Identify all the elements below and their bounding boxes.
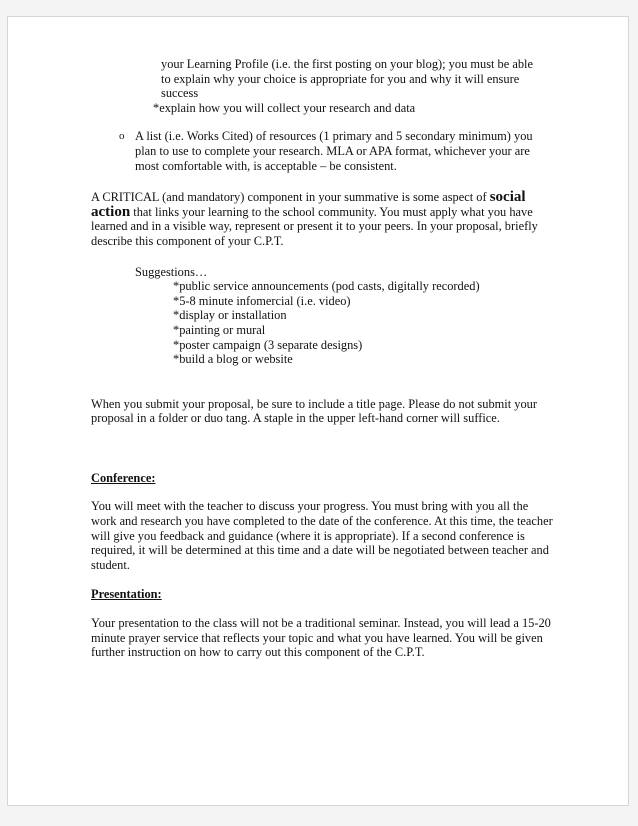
social-action-emphasis: social action [91, 189, 526, 220]
bullet-circle-icon: o [119, 130, 125, 143]
suggestion-item: *build a blog or website [173, 352, 293, 367]
conference-heading: Conference: [91, 470, 156, 485]
presentation-paragraph: Your presentation to the class will not be a traditional seminar. Instead, you will lead a 15-20 minute prayer service that reflects your topic and what you have learned. You will be given further instruction on how to carry out this component of the C.P.T. [91, 616, 551, 660]
works-cited-text: A list (i.e. Works Cited) of resources (1 primary and 5 secondary minimum) you plan to use to complete your research. MLA or APA format, whichever your are most comfortable with, is acceptable – be consistent. [135, 129, 533, 173]
continuation-line: your Learning Profile (i.e. the first posting on your blog); you must be able [161, 57, 533, 71]
conference-paragraph: You will meet with the teacher to discuss your progress. You must bring with you all the work and research you have completed to the date of the conference. At this time, the teacher will give you feedback and guidance (where it is appropriate). If a second conference is required, it will be determined at this time and a date will be negotiated between teacher and student. [91, 499, 553, 572]
critical-text-start: A CRITICAL (and mandatory) component in your summative is some aspect of [91, 190, 490, 205]
document-page [7, 16, 629, 806]
suggestions-label: Suggestions… [135, 264, 208, 279]
suggestion-item: *5-8 minute infomercial (i.e. video) [173, 293, 351, 308]
learning-profile-continuation [91, 57, 553, 101]
explain-research-line: *explain how you will collect your research and data [153, 100, 416, 115]
continuation-line: success [161, 86, 199, 101]
critical-component-paragraph [91, 190, 553, 248]
suggestion-item: *poster campaign (3 separate designs) [173, 337, 363, 352]
continuation-line: to explain why your choice is appropriate for you and why it will ensure [161, 71, 520, 86]
submission-paragraph: When you submit your proposal, be sure to include a title page. Please do not submit your proposal in a folder or duo tang. A staple in the upper left-hand corner will suffice. [91, 396, 537, 426]
presentation-heading: Presentation: [91, 587, 162, 602]
suggestion-item: *public service announcements (pod casts, digitally recorded) [173, 279, 480, 294]
works-cited-bullet [91, 129, 553, 173]
suggestion-item: *display or installation [173, 308, 287, 323]
suggestions-block [91, 265, 553, 367]
document-content [91, 57, 553, 660]
suggestion-item: *painting or mural [173, 322, 266, 337]
critical-text-end: that links your learning to the school community. You must apply what you have learned and in a visible way, represent or present it to your peers. In your proposal, briefly describe this component of your C.P.T. [91, 204, 538, 248]
